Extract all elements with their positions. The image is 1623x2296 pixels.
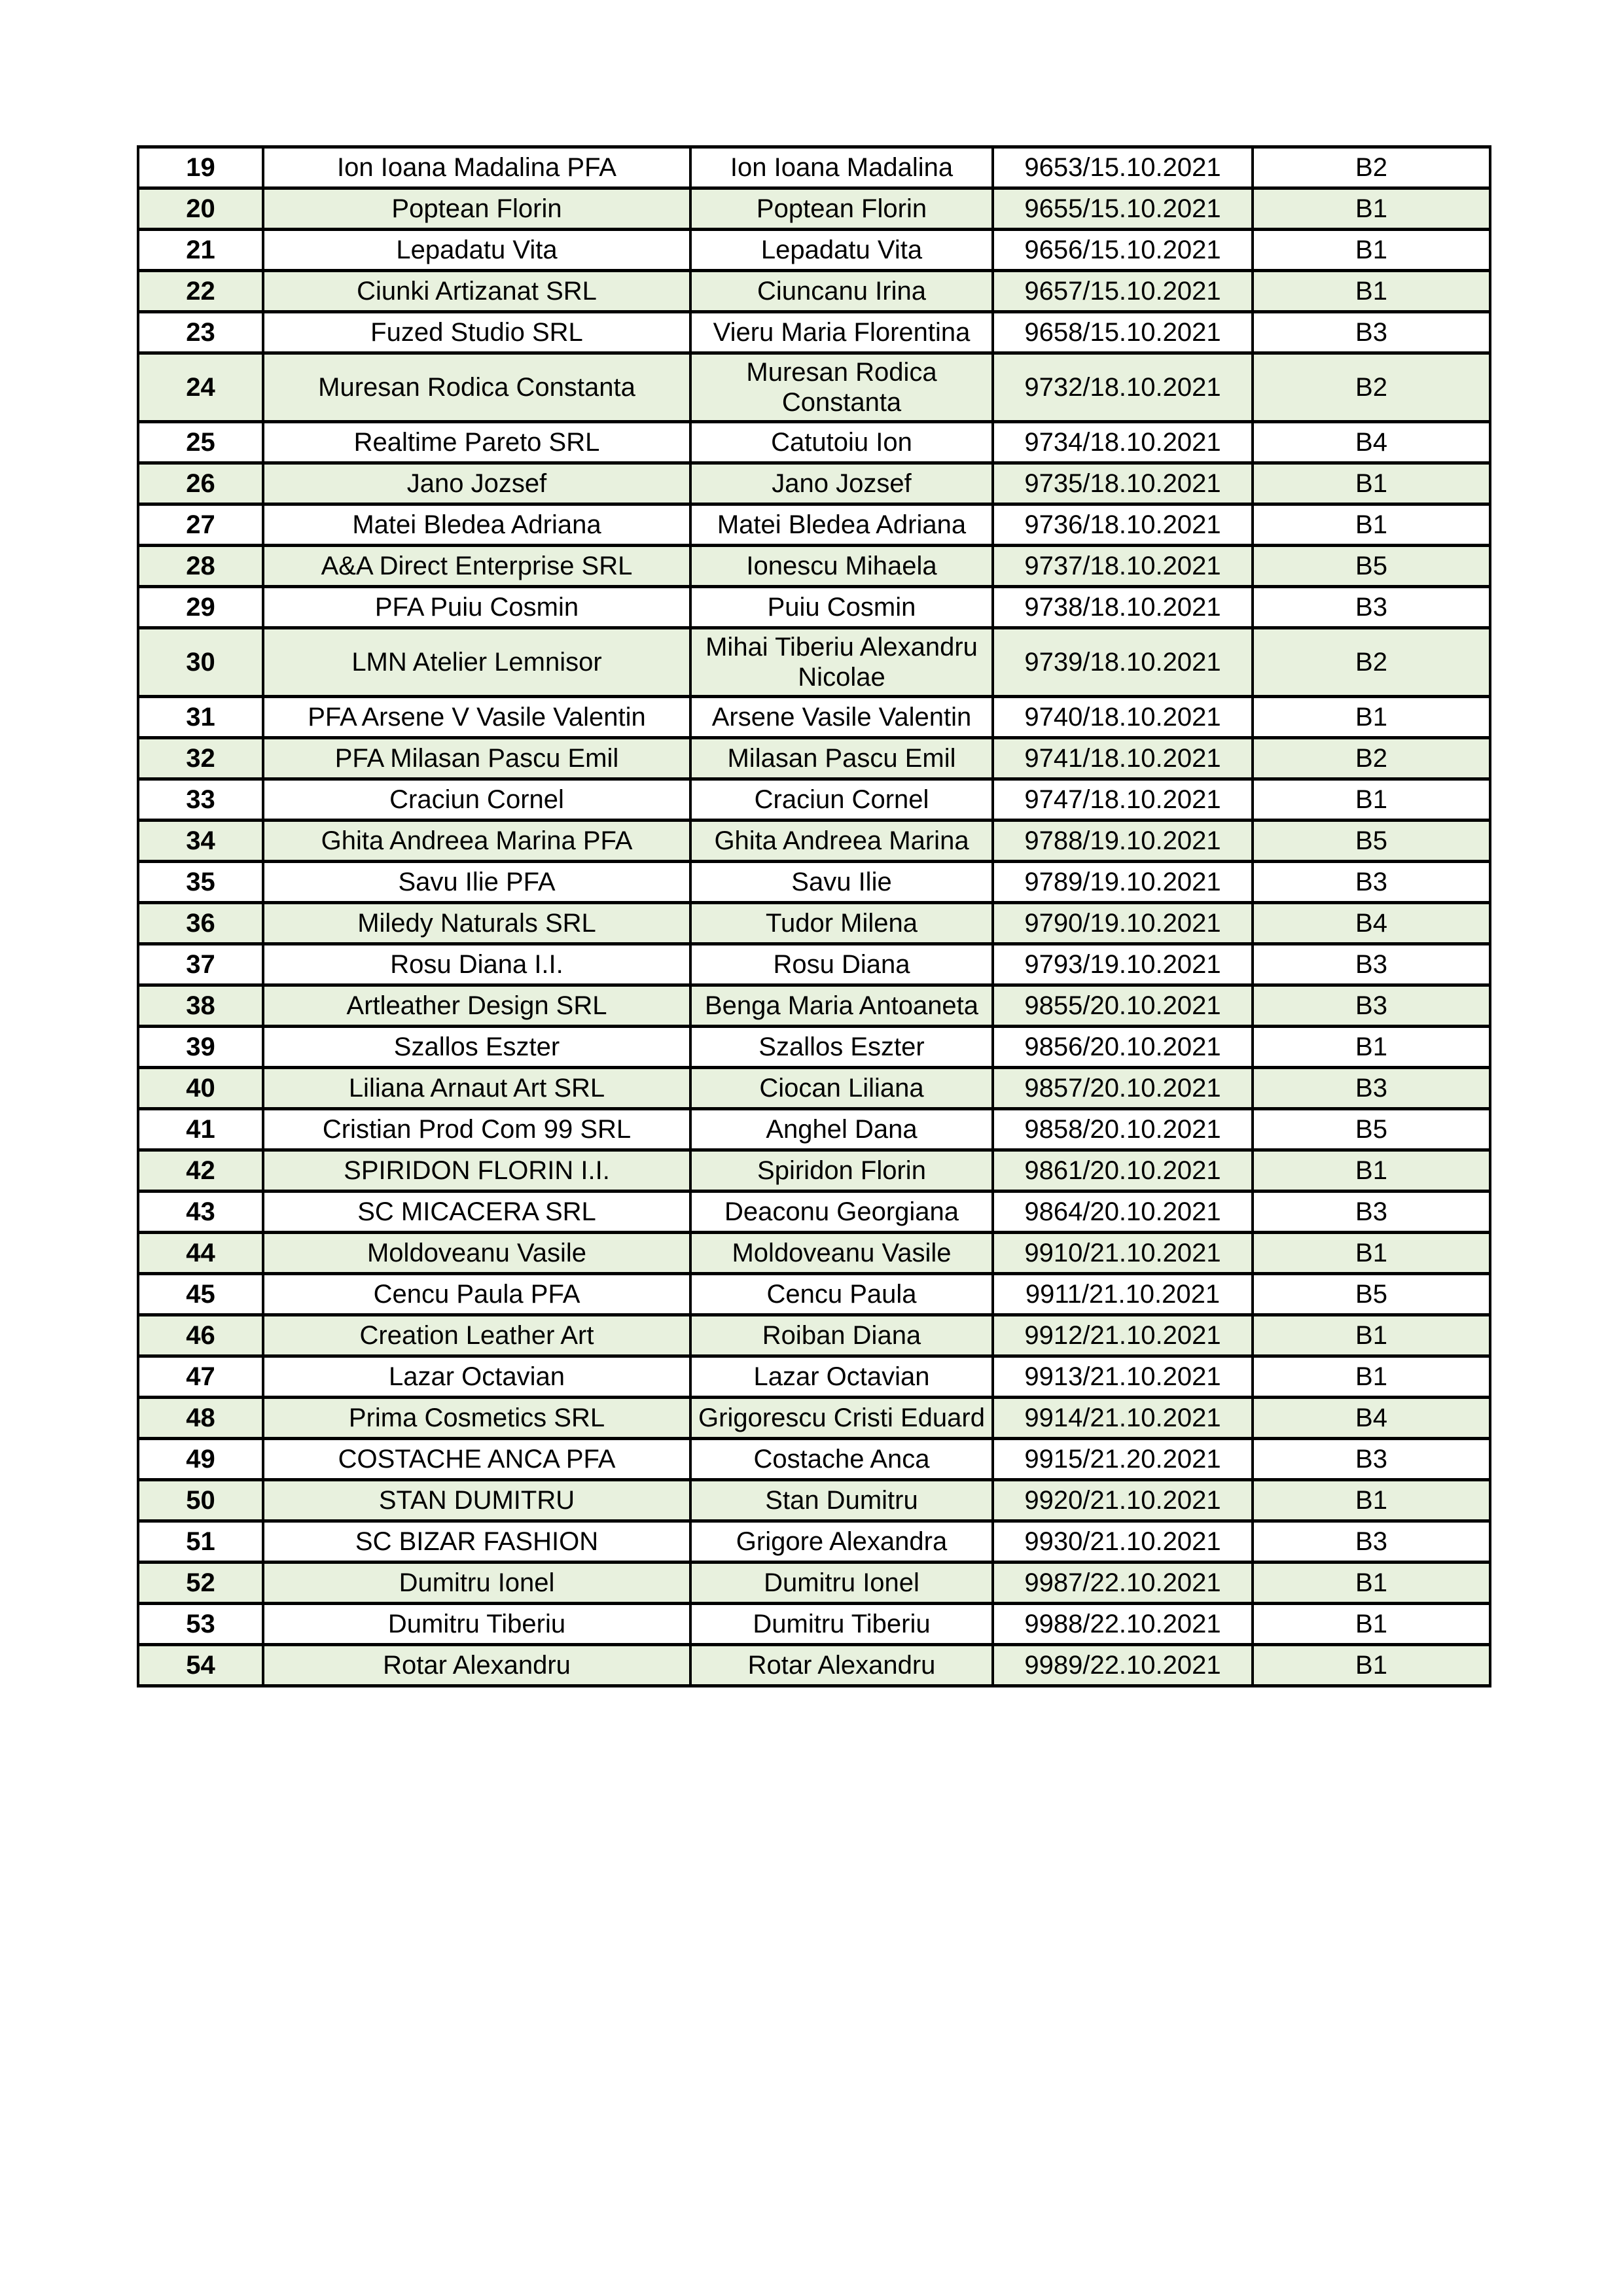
table-row [138,1563,1490,1604]
person-name-cell: Rotar Alexandru [690,1645,993,1686]
company-name-cell: Moldoveanu Vasile [263,1233,690,1274]
company-name-cell: Lazar Octavian [263,1356,690,1398]
company-name-cell: A&A Direct Enterprise SRL [263,546,690,587]
company-name-cell: Artleather Design SRL [263,985,690,1027]
category-code-cell: B3 [1253,312,1490,353]
person-name-cell: Lazar Octavian [690,1356,993,1398]
registry-table-body [138,147,1490,1686]
row-number-cell: 31 [138,697,263,738]
company-name-cell: Miledy Naturals SRL [263,903,690,944]
person-name-cell: Milasan Pascu Emil [690,738,993,779]
table-row [138,628,1490,697]
company-name-cell: Cencu Paula PFA [263,1274,690,1315]
person-name-cell: Ion Ioana Madalina [690,147,993,188]
registration-number-cell: 9732/18.10.2021 [993,353,1253,422]
company-name-cell: Ion Ioana Madalina PFA [263,147,690,188]
person-name-cell: Szallos Eszter [690,1027,993,1068]
category-code-cell: B2 [1253,353,1490,422]
row-number-cell: 51 [138,1521,263,1563]
table-row [138,422,1490,463]
person-name-cell: Deaconu Georgiana [690,1192,993,1233]
company-name-cell: Szallos Eszter [263,1027,690,1068]
table-row [138,1356,1490,1398]
company-name-cell: SC MICACERA SRL [263,1192,690,1233]
person-name-cell: Lepadatu Vita [690,230,993,271]
registration-number-cell: 9741/18.10.2021 [993,738,1253,779]
person-name-cell: Roiban Diana [690,1315,993,1356]
table-row [138,1604,1490,1645]
table-row [138,504,1490,546]
company-name-cell: Savu Ilie PFA [263,862,690,903]
category-code-cell: B1 [1253,1480,1490,1521]
category-code-cell: B1 [1253,1356,1490,1398]
category-code-cell: B1 [1253,697,1490,738]
registration-number-cell: 9864/20.10.2021 [993,1192,1253,1233]
table-row [138,353,1490,422]
person-name-cell: Matei Bledea Adriana [690,504,993,546]
category-code-cell: B2 [1253,147,1490,188]
person-name-cell: Grigorescu Cristi Eduard [690,1398,993,1439]
registration-number-cell: 9920/21.10.2021 [993,1480,1253,1521]
registration-number-cell: 9911/21.10.2021 [993,1274,1253,1315]
registration-number-cell: 9653/15.10.2021 [993,147,1253,188]
registration-number-cell: 9912/21.10.2021 [993,1315,1253,1356]
table-row [138,1480,1490,1521]
registration-number-cell: 9790/19.10.2021 [993,903,1253,944]
category-code-cell: B1 [1253,1027,1490,1068]
table-row [138,1027,1490,1068]
category-code-cell: B4 [1253,422,1490,463]
category-code-cell: B3 [1253,587,1490,628]
row-number-cell: 52 [138,1563,263,1604]
category-code-cell: B1 [1253,188,1490,230]
company-name-cell: Liliana Arnaut Art SRL [263,1068,690,1109]
registry-table [137,145,1491,1687]
registration-number-cell: 9861/20.10.2021 [993,1150,1253,1192]
person-name-cell: Costache Anca [690,1439,993,1480]
row-number-cell: 49 [138,1439,263,1480]
person-name-cell: Craciun Cornel [690,779,993,821]
company-name-cell: Muresan Rodica Constanta [263,353,690,422]
company-name-cell: Jano Jozsef [263,463,690,504]
registration-number-cell: 9738/18.10.2021 [993,587,1253,628]
table-row [138,1274,1490,1315]
row-number-cell: 35 [138,862,263,903]
person-name-cell: Jano Jozsef [690,463,993,504]
registration-number-cell: 9857/20.10.2021 [993,1068,1253,1109]
registration-number-cell: 9740/18.10.2021 [993,697,1253,738]
category-code-cell: B3 [1253,1439,1490,1480]
company-name-cell: Cristian Prod Com 99 SRL [263,1109,690,1150]
table-row [138,697,1490,738]
table-row [138,463,1490,504]
person-name-cell: Benga Maria Antoaneta [690,985,993,1027]
row-number-cell: 20 [138,188,263,230]
person-name-cell: Rosu Diana [690,944,993,985]
person-name-cell: Mihai Tiberiu Alexandru Nicolae [690,628,993,697]
row-number-cell: 41 [138,1109,263,1150]
company-name-cell: Craciun Cornel [263,779,690,821]
registration-number-cell: 9788/19.10.2021 [993,821,1253,862]
table-row [138,312,1490,353]
row-number-cell: 32 [138,738,263,779]
registration-number-cell: 9856/20.10.2021 [993,1027,1253,1068]
table-row [138,546,1490,587]
person-name-cell: Ionescu Mihaela [690,546,993,587]
table-row [138,271,1490,312]
row-number-cell: 48 [138,1398,263,1439]
row-number-cell: 23 [138,312,263,353]
person-name-cell: Savu Ilie [690,862,993,903]
person-name-cell: Tudor Milena [690,903,993,944]
person-name-cell: Ciocan Liliana [690,1068,993,1109]
person-name-cell: Anghel Dana [690,1109,993,1150]
registration-number-cell: 9914/21.10.2021 [993,1398,1253,1439]
person-name-cell: Spiridon Florin [690,1150,993,1192]
registration-number-cell: 9656/15.10.2021 [993,230,1253,271]
company-name-cell: Fuzed Studio SRL [263,312,690,353]
table-row [138,1109,1490,1150]
row-number-cell: 53 [138,1604,263,1645]
company-name-cell: Rotar Alexandru [263,1645,690,1686]
row-number-cell: 37 [138,944,263,985]
table-row [138,738,1490,779]
registration-number-cell: 9658/15.10.2021 [993,312,1253,353]
company-name-cell: Dumitru Tiberiu [263,1604,690,1645]
category-code-cell: B1 [1253,463,1490,504]
person-name-cell: Moldoveanu Vasile [690,1233,993,1274]
row-number-cell: 29 [138,587,263,628]
company-name-cell: Ghita Andreea Marina PFA [263,821,690,862]
company-name-cell: PFA Arsene V Vasile Valentin [263,697,690,738]
table-row [138,1645,1490,1686]
row-number-cell: 38 [138,985,263,1027]
table-row [138,1521,1490,1563]
registration-number-cell: 9855/20.10.2021 [993,985,1253,1027]
person-name-cell: Arsene Vasile Valentin [690,697,993,738]
table-row [138,821,1490,862]
registration-number-cell: 9930/21.10.2021 [993,1521,1253,1563]
registration-number-cell: 9655/15.10.2021 [993,188,1253,230]
company-name-cell: Rosu Diana I.I. [263,944,690,985]
registration-number-cell: 9747/18.10.2021 [993,779,1253,821]
person-name-cell: Ciuncanu Irina [690,271,993,312]
category-code-cell: B3 [1253,1192,1490,1233]
row-number-cell: 30 [138,628,263,697]
category-code-cell: B2 [1253,738,1490,779]
category-code-cell: B3 [1253,1068,1490,1109]
row-number-cell: 24 [138,353,263,422]
category-code-cell: B5 [1253,1109,1490,1150]
company-name-cell: Prima Cosmetics SRL [263,1398,690,1439]
registration-number-cell: 9737/18.10.2021 [993,546,1253,587]
company-name-cell: PFA Milasan Pascu Emil [263,738,690,779]
registration-number-cell: 9789/19.10.2021 [993,862,1253,903]
table-row [138,147,1490,188]
registration-number-cell: 9736/18.10.2021 [993,504,1253,546]
table-row [138,1439,1490,1480]
category-code-cell: B3 [1253,1521,1490,1563]
row-number-cell: 26 [138,463,263,504]
row-number-cell: 39 [138,1027,263,1068]
category-code-cell: B1 [1253,504,1490,546]
registration-number-cell: 9734/18.10.2021 [993,422,1253,463]
person-name-cell: Stan Dumitru [690,1480,993,1521]
category-code-cell: B4 [1253,903,1490,944]
category-code-cell: B2 [1253,628,1490,697]
person-name-cell: Grigore Alexandra [690,1521,993,1563]
company-name-cell: Creation Leather Art [263,1315,690,1356]
table-row [138,1315,1490,1356]
row-number-cell: 21 [138,230,263,271]
category-code-cell: B1 [1253,271,1490,312]
category-code-cell: B1 [1253,1233,1490,1274]
row-number-cell: 46 [138,1315,263,1356]
category-code-cell: B1 [1253,1150,1490,1192]
row-number-cell: 36 [138,903,263,944]
category-code-cell: B3 [1253,862,1490,903]
table-row [138,944,1490,985]
table-row [138,587,1490,628]
row-number-cell: 42 [138,1150,263,1192]
row-number-cell: 22 [138,271,263,312]
company-name-cell: SC BIZAR FASHION [263,1521,690,1563]
person-name-cell: Catutoiu Ion [690,422,993,463]
registration-number-cell: 9735/18.10.2021 [993,463,1253,504]
row-number-cell: 54 [138,1645,263,1686]
table-row [138,1233,1490,1274]
registration-number-cell: 9739/18.10.2021 [993,628,1253,697]
person-name-cell: Cencu Paula [690,1274,993,1315]
category-code-cell: B1 [1253,1604,1490,1645]
table-row [138,1150,1490,1192]
category-code-cell: B1 [1253,1315,1490,1356]
category-code-cell: B5 [1253,546,1490,587]
company-name-cell: LMN Atelier Lemnisor [263,628,690,697]
registration-number-cell: 9915/21.20.2021 [993,1439,1253,1480]
row-number-cell: 45 [138,1274,263,1315]
category-code-cell: B1 [1253,1563,1490,1604]
row-number-cell: 33 [138,779,263,821]
registration-number-cell: 9793/19.10.2021 [993,944,1253,985]
category-code-cell: B5 [1253,821,1490,862]
row-number-cell: 47 [138,1356,263,1398]
table-row [138,1068,1490,1109]
table-row [138,1192,1490,1233]
row-number-cell: 50 [138,1480,263,1521]
company-name-cell: Lepadatu Vita [263,230,690,271]
person-name-cell: Poptean Florin [690,188,993,230]
table-row [138,779,1490,821]
company-name-cell: Poptean Florin [263,188,690,230]
row-number-cell: 19 [138,147,263,188]
company-name-cell: PFA Puiu Cosmin [263,587,690,628]
person-name-cell: Ghita Andreea Marina [690,821,993,862]
table-row [138,1398,1490,1439]
table-row [138,985,1490,1027]
person-name-cell: Vieru Maria Florentina [690,312,993,353]
row-number-cell: 34 [138,821,263,862]
category-code-cell: B1 [1253,1645,1490,1686]
category-code-cell: B1 [1253,779,1490,821]
company-name-cell: COSTACHE ANCA PFA [263,1439,690,1480]
row-number-cell: 27 [138,504,263,546]
category-code-cell: B3 [1253,944,1490,985]
category-code-cell: B3 [1253,985,1490,1027]
registration-number-cell: 9988/22.10.2021 [993,1604,1253,1645]
registration-number-cell: 9987/22.10.2021 [993,1563,1253,1604]
table-row [138,862,1490,903]
category-code-cell: B5 [1253,1274,1490,1315]
row-number-cell: 28 [138,546,263,587]
company-name-cell: Matei Bledea Adriana [263,504,690,546]
company-name-cell: Dumitru Ionel [263,1563,690,1604]
row-number-cell: 40 [138,1068,263,1109]
row-number-cell: 25 [138,422,263,463]
person-name-cell: Dumitru Tiberiu [690,1604,993,1645]
company-name-cell: STAN DUMITRU [263,1480,690,1521]
registration-number-cell: 9858/20.10.2021 [993,1109,1253,1150]
person-name-cell: Puiu Cosmin [690,587,993,628]
table-row [138,230,1490,271]
person-name-cell: Muresan Rodica Constanta [690,353,993,422]
company-name-cell: Ciunki Artizanat SRL [263,271,690,312]
registration-number-cell: 9657/15.10.2021 [993,271,1253,312]
person-name-cell: Dumitru Ionel [690,1563,993,1604]
row-number-cell: 43 [138,1192,263,1233]
category-code-cell: B1 [1253,230,1490,271]
category-code-cell: B4 [1253,1398,1490,1439]
registration-number-cell: 9989/22.10.2021 [993,1645,1253,1686]
company-name-cell: Realtime Pareto SRL [263,422,690,463]
registration-number-cell: 9910/21.10.2021 [993,1233,1253,1274]
company-name-cell: SPIRIDON FLORIN I.I. [263,1150,690,1192]
table-row [138,903,1490,944]
registration-number-cell: 9913/21.10.2021 [993,1356,1253,1398]
table-row [138,188,1490,230]
row-number-cell: 44 [138,1233,263,1274]
